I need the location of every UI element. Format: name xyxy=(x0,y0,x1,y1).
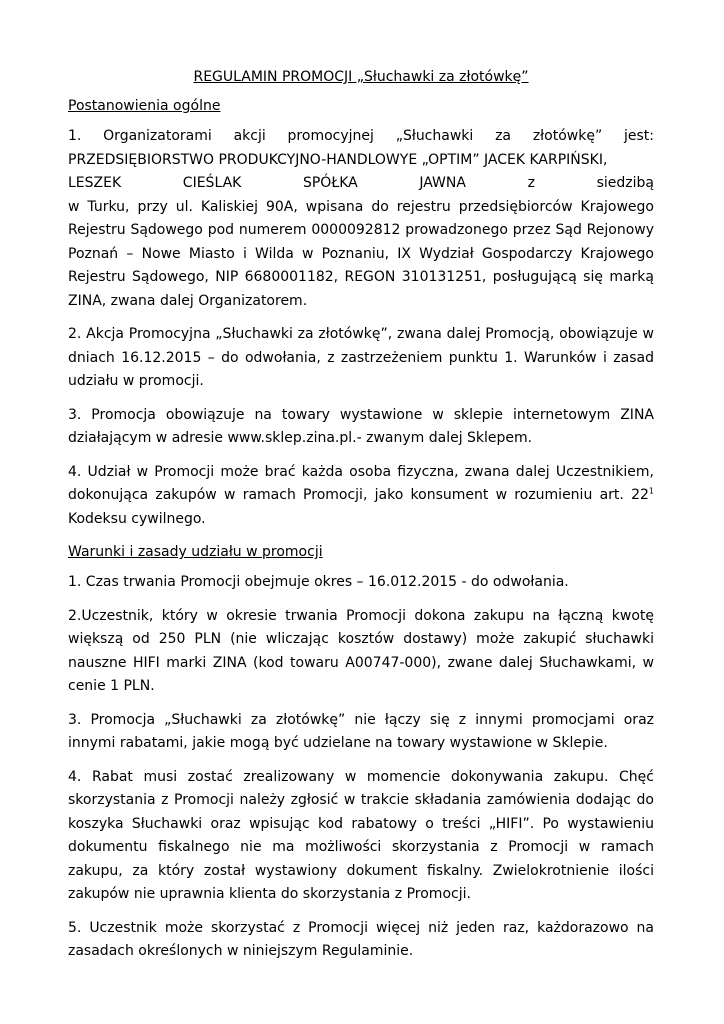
paragraph-participant-tail: Kodeksu cywilnego. xyxy=(68,510,206,527)
paragraph-duration: 1. Czas trwania Promocji obejmuje okres – 16.012.2015 - do odwołania. xyxy=(68,574,569,590)
paragraph-discount-redemption: 4. Rabat musi zostać zrealizowany w momencie dokonywania zakupu. Chęć skorzystania z Promocji należy zgłosić w trakcie składania zamówienia dodając do koszyka Słuchawki oraz wpisując kod rabatowy o treści „HIFI”. Po wystawieniu dokumentu fiskalnego nie ma możliwości skorzystania z Promocji w ramach zakupu, za który został wystawiony dokument fiskalny. Zwielokrotnienie ilości zakupów nie uprawnia klienta do skorzystania z Promocji. xyxy=(68,768,654,902)
paragraph-participant-text: 4. Udział w Promocji może brać każda osoba fizyczna, zwana dalej Uczestnikiem, dokonująca zakupów w ramach Promocji, jako konsument w rozumieniu art. 22 xyxy=(68,463,654,503)
paragraph-organizer-details: w Turku, przy ul. Kaliskiej 90A, wpisana do rejestru przedsiębiorców Krajowego Rejestru Sądowego pod numerem 0000092812 prowadzonego przez Sąd Rejonowy Poznań – Nowe Miasto i Wilda w Poznaniu, IX Wydział Gospodarczy Krajowego Rejestru Sądowego, NIP 6680001182, REGON 310131251, posługującą się marką ZINA, zwana dalej Organizatorem. xyxy=(68,198,654,309)
paragraph-promotion-dates: 2. Akcja Promocyjna „Słuchawki za złotówkę”, zwana dalej Promocją, obowiązuje w dniach 16.12.2015 – do odwołania, z zastrzeżeniem punktu 1. Warunków i zasad udziału w promocji. xyxy=(68,326,654,389)
document-title: REGULAMIN PROMOCJI „Słuchawki za złotówkę” xyxy=(193,69,529,85)
superscript-footnote: 1 xyxy=(648,486,654,496)
paragraph-organizer-intro: 1. Organizatorami akcji promocyjnej „Słuchawki za złotówkę” jest: PRZEDSIĘBIORSTWO PRODUKCYJNO-HANDLOWYE „OPTIM” JACEK KARPIŃSKI, xyxy=(68,128,654,168)
paragraph-repeat-use: 5. Uczestnik może skorzystać z Promocji więcej niż jeden raz, każdorazowo na zasadach określonych w niniejszym Regulaminie. xyxy=(68,919,654,959)
paragraph-purchase-condition: 2.Uczestnik, który w okresie trwania Promocji dokona zakupu na łączną kwotę większą od 250 PLN (nie wliczając kosztów dostawy) może zakupić słuchawki nauszne HIFI marki ZINA (kod towaru A00747-000), zwane dalej Słuchawkami, w cenie 1 PLN. xyxy=(68,607,654,694)
section-heading-general: Postanowienia ogólne xyxy=(68,98,221,114)
paragraph-participant xyxy=(68,461,654,532)
section-heading-conditions: Warunki i zasady udziału w promocji xyxy=(68,544,323,560)
paragraph-organizer xyxy=(68,125,654,313)
paragraph-no-combining: 3. Promocja „Słuchawki za złotówkę” nie łączy się z innymi promocjami oraz innymi rabatami, jakie mogą być udzielane na towary wystawione w Sklepie. xyxy=(68,711,654,751)
paragraph-promotion-scope: 3. Promocja obowiązuje na towary wystawione w sklepie internetowym ZINA działającym w adresie www.sklep.zina.pl.- zwanym dalej Sklepem. xyxy=(68,406,654,446)
paragraph-organizer-company-line: LESZEK CIEŚLAK SPÓŁKA JAWNA z siedzibą xyxy=(68,175,654,191)
